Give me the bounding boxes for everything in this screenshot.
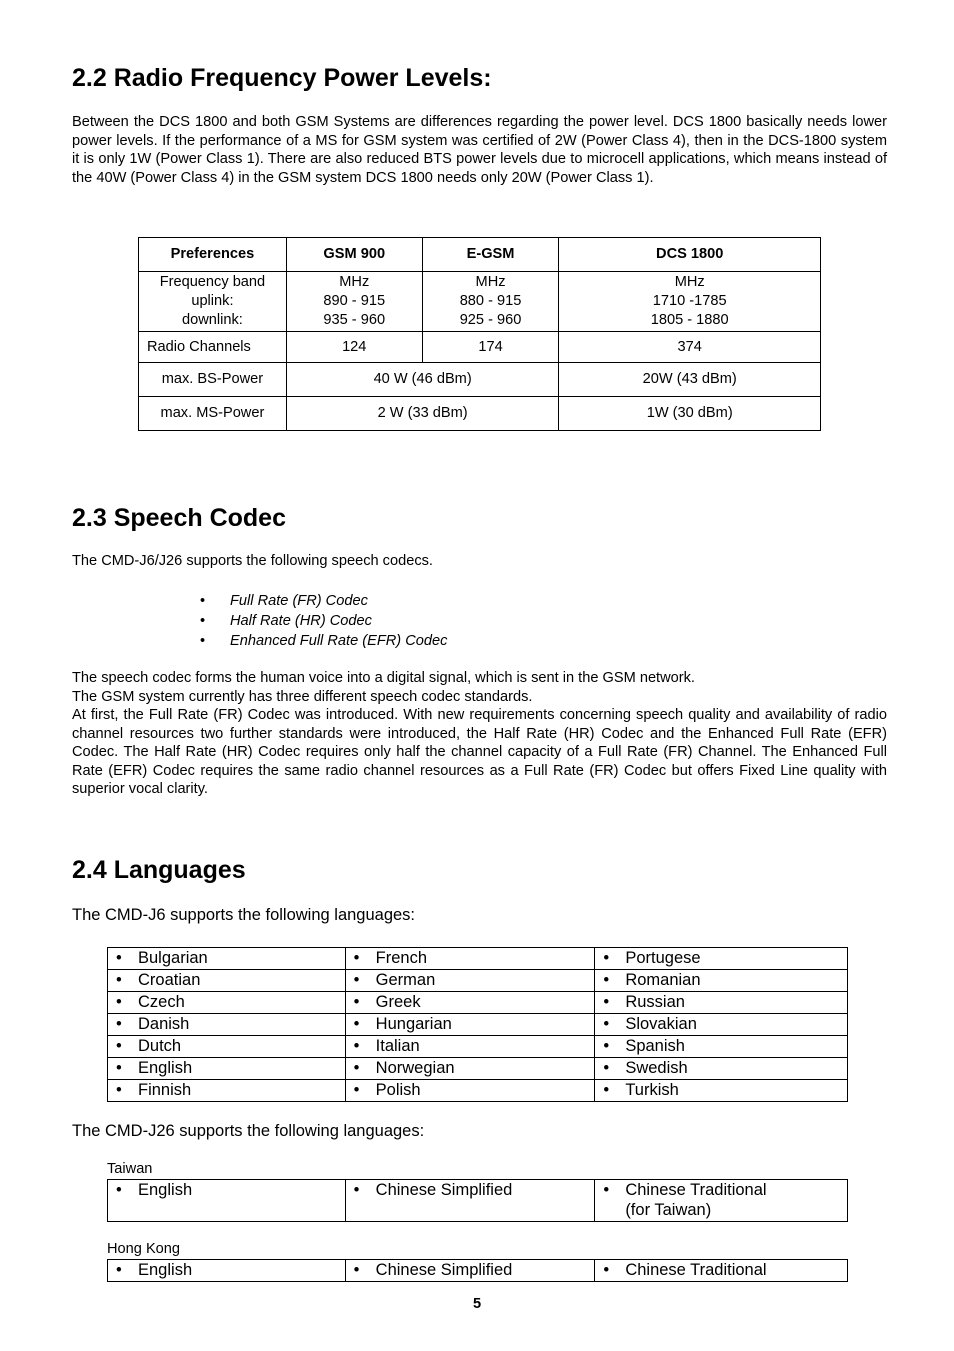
table-cell [345, 1180, 595, 1222]
table-cell: 174 [422, 332, 559, 363]
table-row [139, 332, 821, 363]
language-label: Romanian [625, 971, 701, 989]
table-cell-label: Radio Channels [139, 332, 287, 363]
table-cell [595, 1260, 848, 1282]
table-header-cell: DCS 1800 [559, 238, 821, 272]
cell-line: MHz [674, 274, 705, 290]
taiwan-language-table [107, 1179, 848, 1222]
codec-body-paragraph: At first, the Full Rate (FR) Codec was introduced. With new requirements concerning speech quality and availability of radio channel resources two further standards were introduced, the Half Rate (HR) Codec and the Enhanced Full Rate (EFR) Codec. The Half Rate (HR) Codec requires only half the channel capacity of a Full Rate (FR) Channel. The Enhanced Full Rate (EFR) Codec requires the same radio channel resources as a Full Rate (FR) Codec but offers Fixed Line quality with superior vocal clarity. [72, 707, 887, 798]
list-item [200, 611, 447, 631]
bullet: • [353, 993, 360, 1011]
cell-line: uplink: [191, 293, 234, 309]
region-label-hong-kong: Hong Kong [107, 1241, 181, 1257]
table-cell [345, 1036, 595, 1058]
table-row [108, 948, 848, 970]
bullet: • [353, 949, 360, 967]
cell-line: MHz [339, 274, 370, 290]
table-cell [286, 272, 422, 332]
language-label: Norwegian [375, 1059, 455, 1077]
table-cell [595, 970, 848, 992]
bullet: • [116, 1081, 122, 1099]
language-label: English [138, 1059, 193, 1077]
table-cell [108, 1036, 346, 1058]
cell-line: 935 - 960 [323, 312, 386, 328]
bullet: • [603, 1059, 610, 1077]
cell-line: 1805 - 1880 [650, 312, 729, 328]
table-cell [595, 1080, 848, 1102]
bullet: • [603, 1015, 610, 1033]
language-label: Chinese Traditional [625, 1181, 767, 1199]
table-row [108, 1180, 848, 1222]
table-cell [108, 948, 346, 970]
table-cell [108, 1080, 346, 1102]
bullet: • [116, 1261, 122, 1279]
cell-line: Frequency band [159, 274, 266, 290]
bullet: • [200, 613, 206, 629]
codec-line-2: The GSM system currently has three different speech codec standards. [72, 689, 533, 705]
section-heading-rf-power: 2.2 Radio Frequency Power Levels: [72, 64, 492, 92]
table-cell: 1W (30 dBm) [559, 397, 821, 431]
table-header-cell: Preferences [139, 238, 287, 272]
table-cell [345, 1260, 595, 1282]
table-cell [108, 1058, 346, 1080]
page-number: 5 [472, 1296, 482, 1312]
list-item [200, 591, 447, 611]
list-item [200, 631, 447, 651]
language-label: Hungarian [375, 1015, 452, 1033]
bullet: • [603, 1081, 610, 1099]
bullet: • [603, 1037, 610, 1055]
list-item-label: Enhanced Full Rate (EFR) Codec [230, 633, 448, 649]
cell-line: 1710 -1785 [652, 293, 727, 309]
bullet: • [353, 971, 360, 989]
table-cell: 124 [286, 332, 422, 363]
bullet: • [200, 633, 206, 649]
table-row [139, 363, 821, 397]
table-row [108, 1036, 848, 1058]
language-label: Russian [625, 993, 685, 1011]
table-cell [595, 948, 848, 970]
list-item-label: Full Rate (FR) Codec [230, 593, 368, 609]
cell-line: 890 - 915 [323, 293, 386, 309]
table-cell [595, 1014, 848, 1036]
table-cell [345, 992, 595, 1014]
hongkong-language-table [107, 1259, 848, 1282]
table-cell: 20W (43 dBm) [559, 363, 821, 397]
bullet: • [353, 1181, 360, 1199]
language-label: Danish [138, 1015, 190, 1033]
table-row [108, 1260, 848, 1282]
language-label: Portugese [625, 949, 701, 967]
bullet: • [353, 1261, 360, 1279]
table-row [108, 1014, 848, 1036]
language-label: English [138, 1181, 193, 1199]
table-cell [345, 948, 595, 970]
table-cell [108, 1260, 346, 1282]
section-heading-speech-codec: 2.3 Speech Codec [72, 504, 286, 532]
table-cell [595, 1180, 848, 1222]
language-label: Turkish [625, 1081, 679, 1099]
cell-line: downlink: [182, 312, 243, 328]
table-row [108, 1058, 848, 1080]
bullet: • [116, 1037, 122, 1055]
table-cell [345, 1014, 595, 1036]
table-cell [108, 1014, 346, 1036]
bullet: • [353, 1015, 360, 1033]
j6-language-table [107, 947, 848, 1102]
cell-line: 880 - 915 [459, 293, 522, 309]
bullet: • [603, 949, 610, 967]
language-label: Croatian [138, 971, 201, 989]
bullet: • [353, 1081, 360, 1099]
rf-power-table [138, 237, 821, 431]
language-label: French [375, 949, 428, 967]
language-label: Finnish [138, 1081, 192, 1099]
table-row [108, 970, 848, 992]
language-label-note: (for Taiwan) [625, 1201, 712, 1219]
codec-line-1: The speech codec forms the human voice into a digital signal, which is sent in the GSM network. [72, 670, 695, 686]
table-row [108, 992, 848, 1014]
table-cell [108, 992, 346, 1014]
table-header-cell: GSM 900 [286, 238, 422, 272]
language-label: English [138, 1261, 193, 1279]
language-label: Greek [375, 993, 421, 1011]
table-cell [345, 970, 595, 992]
j6-language-table-body [108, 948, 848, 1102]
language-label: Dutch [138, 1037, 182, 1055]
table-cell-label: max. BS-Power [139, 363, 287, 397]
list-item-label: Half Rate (HR) Codec [230, 613, 372, 629]
language-label: Chinese Simplified [375, 1181, 513, 1199]
table-row [139, 272, 821, 332]
language-label: Slovakian [625, 1015, 697, 1033]
table-cell-frequency-label [139, 272, 287, 332]
table-cell [595, 992, 848, 1014]
bullet: • [353, 1059, 360, 1077]
language-label: Spanish [625, 1037, 685, 1055]
language-label: Chinese Simplified [375, 1261, 513, 1279]
language-label: Chinese Traditional [625, 1261, 767, 1279]
bullet: • [116, 949, 122, 967]
cell-line: 925 - 960 [459, 312, 522, 328]
table-cell [108, 1180, 346, 1222]
bullet: • [116, 971, 122, 989]
bullet: • [116, 993, 122, 1011]
table-row [108, 1080, 848, 1102]
bullet: • [603, 993, 610, 1011]
language-label: Bulgarian [138, 949, 208, 967]
table-cell [559, 272, 821, 332]
cell-line: MHz [475, 274, 506, 290]
table-cell: 40 W (46 dBm) [286, 363, 559, 397]
table-cell [595, 1036, 848, 1058]
table-cell [595, 1058, 848, 1080]
bullet: • [603, 1261, 610, 1279]
table-cell [422, 272, 559, 332]
bullet: • [116, 1015, 122, 1033]
rf-intro-paragraph: Between the DCS 1800 and both GSM Systems are differences regarding the power level. DCS 1800 basically needs lower power levels. If the performance of a MS for GSM system was certified of 2W (Power Class 4), then in the DCS-1800 system it is only 1W (Power Class 1). There are also reduced BTS power levels due to microcell applications, which means instead of the 40W (Power Class 4) in the GSM system DCS 1800 needs only 20W (Power Class 1). [72, 114, 887, 186]
bullet: • [200, 593, 206, 609]
j6-intro: The CMD-J6 supports the following languages: [72, 906, 416, 924]
table-cell-label: max. MS-Power [139, 397, 287, 431]
table-cell: 374 [559, 332, 821, 363]
table-row [139, 397, 821, 431]
table-header-cell: E-GSM [422, 238, 559, 272]
language-label: German [375, 971, 436, 989]
table-cell [108, 970, 346, 992]
table-cell [345, 1058, 595, 1080]
bullet: • [603, 1181, 610, 1199]
bullet: • [116, 1059, 122, 1077]
table-cell: 2 W (33 dBm) [286, 397, 559, 431]
language-label: Polish [375, 1081, 421, 1099]
section-heading-languages: 2.4 Languages [72, 856, 246, 884]
bullet: • [116, 1181, 122, 1199]
language-label: Swedish [625, 1059, 688, 1077]
codec-intro: The CMD-J6/J26 supports the following speech codecs. [72, 553, 433, 569]
language-label: Italian [375, 1037, 420, 1055]
bullet: • [353, 1037, 360, 1055]
codec-list [200, 591, 447, 651]
region-label-taiwan: Taiwan [107, 1161, 153, 1177]
language-label: Czech [138, 993, 185, 1011]
table-header-row [139, 238, 821, 272]
bullet: • [603, 971, 610, 989]
table-cell [345, 1080, 595, 1102]
j26-intro: The CMD-J26 supports the following languages: [72, 1122, 425, 1140]
